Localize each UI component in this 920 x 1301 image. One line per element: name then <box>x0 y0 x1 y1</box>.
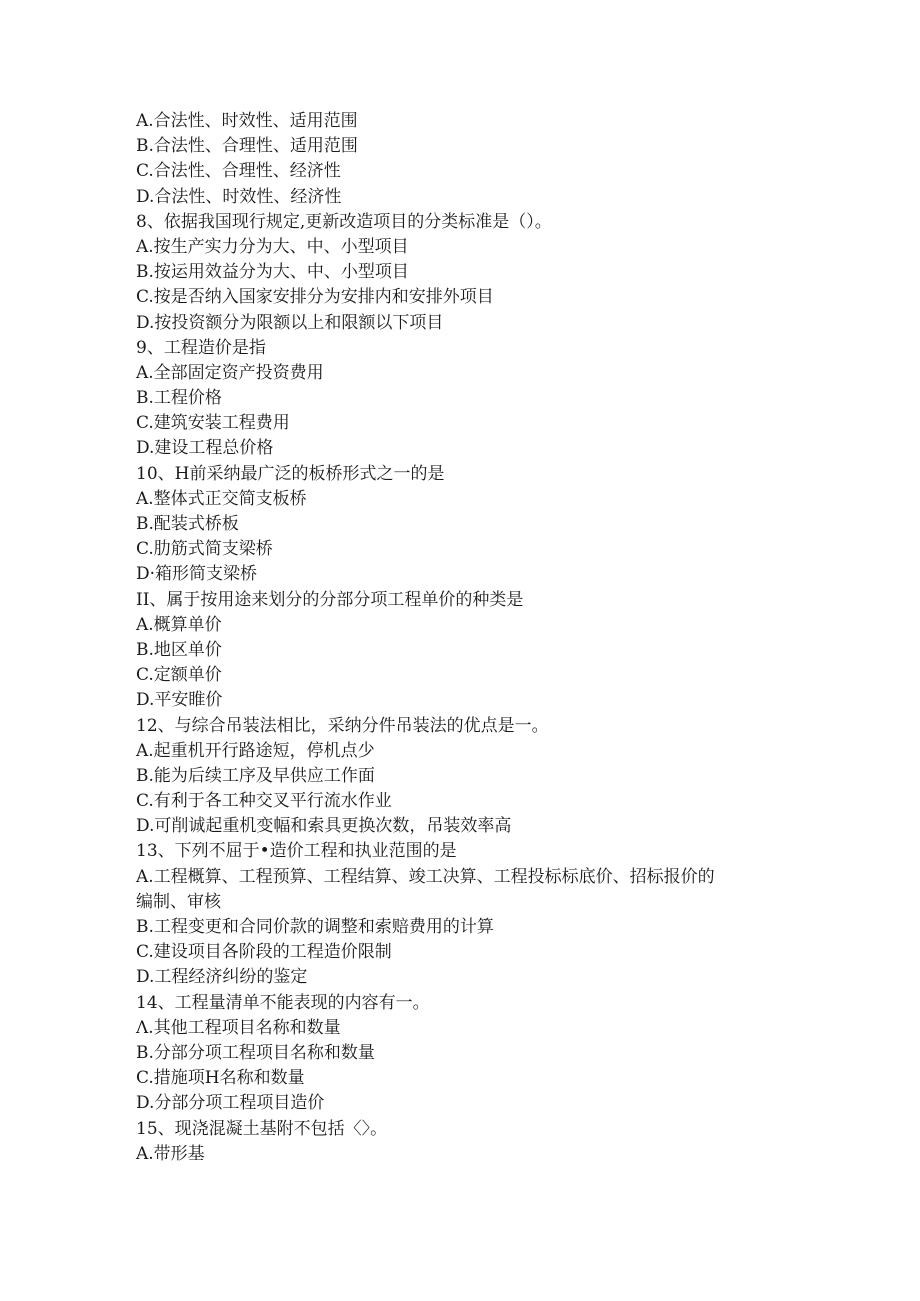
text-line: D.建设工程总价格 <box>136 438 274 459</box>
text-line: 编制、审核 <box>136 891 221 912</box>
text-line: D·箱形简支梁桥 <box>136 564 258 585</box>
document-page <box>136 109 796 1167</box>
question-line: 12、与综合吊装法相比，采纳分件吊装法的优点是一。 <box>136 715 549 736</box>
text-line: A.按生产实力分为大、中、小型项目 <box>136 236 409 257</box>
question-line: 8、依据我国现行规定,更新改造项目的分类标准是（）。 <box>136 211 552 232</box>
text-line: C.肋筋式简支梁桥 <box>136 539 273 560</box>
text-line: C.措施项H名称和数量 <box>136 1068 305 1089</box>
text-line: B.按运用效益分为大、中、小型项目 <box>136 262 409 283</box>
text-line: B.分部分项工程项目名称和数量 <box>136 1042 375 1063</box>
text-line: C.按是否纳入国家安排分为安排内和安排外项目 <box>136 287 494 308</box>
question-line: 10、H前采纳最广泛的板桥形式之一的是 <box>136 463 445 484</box>
text-line: C.定额单价 <box>136 665 222 686</box>
text-line: B.合法性、合理性、适用范围 <box>136 136 358 157</box>
text-line: A.起重机开行路途短，停机点少 <box>136 740 375 761</box>
text-line: D.合法性、时效性、经济性 <box>136 186 342 207</box>
question-line: II、属于按用途来划分的分部分项工程单价的种类是 <box>136 589 524 610</box>
text-line: C.有利于各工种交叉平行流水作业 <box>136 791 392 812</box>
text-line: C.合法性、合理性、经济性 <box>136 161 341 182</box>
text-line: B.配装式桥板 <box>136 514 239 534</box>
text-line: D.工程经济纠纷的鉴定 <box>136 967 308 988</box>
text-line: A.带形基 <box>136 1143 205 1164</box>
text-line: C.建筑安装工程费用 <box>136 413 290 434</box>
text-line: B.工程变更和合同价款的调整和索赔费用的计算 <box>136 917 494 937</box>
text-line: D.分部分项工程项目造价 <box>136 1093 325 1114</box>
question-line: 14、工程量清单不能表现的内容有一。 <box>136 992 430 1013</box>
text-line: B.能为后续工序及早供应工作面 <box>136 765 375 786</box>
question-line: 13、下列不屈于•造价工程和执业范围的是 <box>136 841 457 862</box>
text-line: B.地区单价 <box>136 639 222 660</box>
text-line: D.平安睢价 <box>136 690 223 711</box>
question-line: 9、工程造价是指 <box>136 337 266 358</box>
text-line: A.概算单价 <box>136 614 222 635</box>
text-line: A.合法性、时效性、适用范围 <box>136 111 358 131</box>
text-line: D.按投资额分为限额以上和限额以下项目 <box>136 312 444 333</box>
text-line: A.全部固定资产投资费用 <box>136 362 324 383</box>
text-line: D.可削诚起重机变幅和索具更换次数，吊装效率高 <box>136 816 512 837</box>
text-line: B.工程价格 <box>136 388 222 409</box>
question-line: 15、现浇混凝土基附不包括〈〉。 <box>136 1118 388 1139</box>
text-line: A.整体式正交简支板桥 <box>136 488 307 509</box>
text-line: C.建设项目各阶段的工程造价限制 <box>136 942 392 963</box>
text-line: Λ.其他工程项目名称和数量 <box>136 1017 341 1038</box>
text-line: A.工程概算、工程预算、工程结算、竣工决算、工程投标标底价、招标报价的 <box>136 866 715 887</box>
